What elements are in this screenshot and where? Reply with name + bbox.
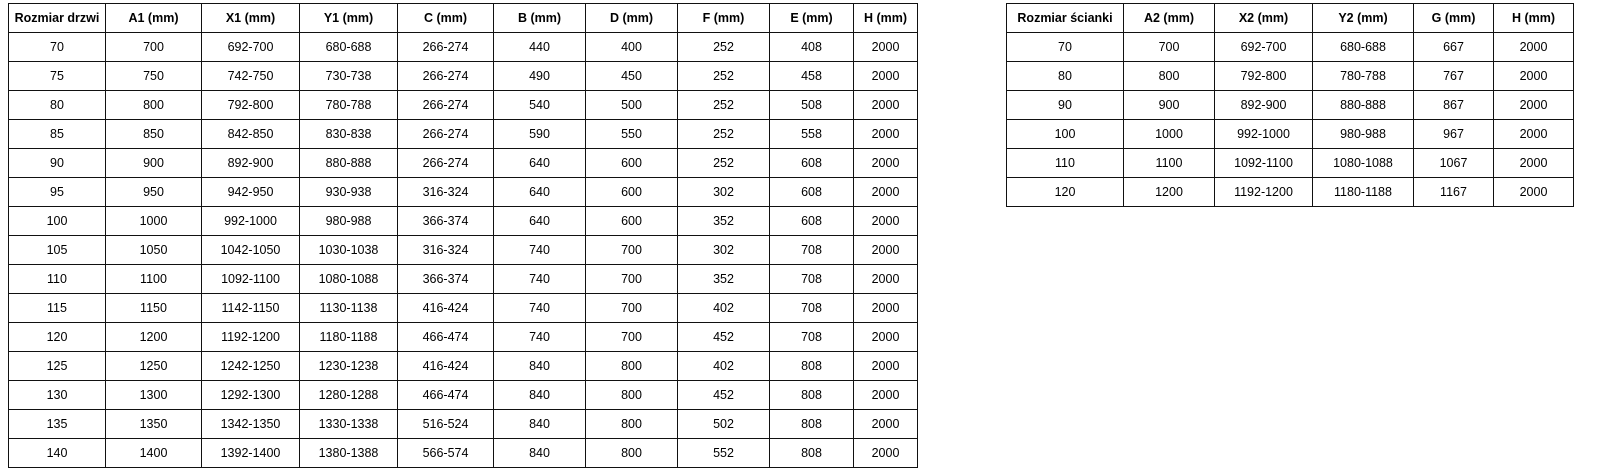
table-cell: 742-750 [202, 62, 300, 91]
table-row [9, 323, 918, 352]
table-cell: 90 [1007, 91, 1124, 120]
table-cell: 800 [586, 410, 678, 439]
table-cell: 708 [770, 323, 854, 352]
table-cell: 1200 [1124, 178, 1215, 207]
table-row [9, 381, 918, 410]
table-cell: 1242-1250 [202, 352, 300, 381]
table-cell: 552 [678, 439, 770, 468]
table-cell: 252 [678, 120, 770, 149]
table-cell: 892-900 [1215, 91, 1313, 120]
table-cell: 2000 [1494, 120, 1574, 149]
column-header: H (mm) [1494, 4, 1574, 33]
table-row [9, 178, 918, 207]
table-header-row [1007, 4, 1574, 33]
table-cell: 1067 [1414, 149, 1494, 178]
table-cell: 800 [106, 91, 202, 120]
table-cell: 900 [1124, 91, 1215, 120]
table-cell: 700 [106, 33, 202, 62]
table-cell: 1200 [106, 323, 202, 352]
table-row [1007, 178, 1574, 207]
table-cell: 980-988 [1313, 120, 1414, 149]
table-cell: 1330-1338 [300, 410, 398, 439]
table-cell: 2000 [854, 352, 918, 381]
doors-dimensions-table [8, 3, 918, 468]
table-cell: 408 [770, 33, 854, 62]
table-cell: 516-524 [398, 410, 494, 439]
table-cell: 85 [9, 120, 106, 149]
table-cell: 1192-1200 [1215, 178, 1313, 207]
table-cell: 140 [9, 439, 106, 468]
table-cell: 450 [586, 62, 678, 91]
column-header: E (mm) [770, 4, 854, 33]
table-cell: 2000 [854, 62, 918, 91]
table-cell: 2000 [854, 439, 918, 468]
table-cell: 842-850 [202, 120, 300, 149]
walls-dimensions-table [1006, 3, 1574, 207]
table-row [9, 149, 918, 178]
table-cell: 110 [1007, 149, 1124, 178]
table-cell: 800 [586, 381, 678, 410]
table-cell: 352 [678, 265, 770, 294]
table-cell: 316-324 [398, 236, 494, 265]
table-cell: 1180-1188 [300, 323, 398, 352]
table-row [9, 439, 918, 468]
column-header: X2 (mm) [1215, 4, 1313, 33]
table-cell: 1042-1050 [202, 236, 300, 265]
table-cell: 880-888 [300, 149, 398, 178]
table-cell: 266-274 [398, 120, 494, 149]
table-cell: 808 [770, 439, 854, 468]
table-cell: 1350 [106, 410, 202, 439]
table-cell: 800 [586, 352, 678, 381]
table-cell: 1250 [106, 352, 202, 381]
walls-table-body [1007, 33, 1574, 207]
table-cell: 2000 [854, 178, 918, 207]
table-cell: 70 [1007, 33, 1124, 62]
column-header: H (mm) [854, 4, 918, 33]
table-cell: 930-938 [300, 178, 398, 207]
table-cell: 540 [494, 91, 586, 120]
table-cell: 2000 [1494, 178, 1574, 207]
table-cell: 740 [494, 265, 586, 294]
table-cell: 302 [678, 236, 770, 265]
table-cell: 100 [9, 207, 106, 236]
table-cell: 508 [770, 91, 854, 120]
column-header: A2 (mm) [1124, 4, 1215, 33]
table-cell: 105 [9, 236, 106, 265]
table-cell: 402 [678, 352, 770, 381]
table-cell: 700 [586, 236, 678, 265]
table-cell: 2000 [854, 207, 918, 236]
doors-table-header [9, 4, 918, 33]
table-cell: 466-474 [398, 381, 494, 410]
table-cell: 490 [494, 62, 586, 91]
table-cell: 1230-1238 [300, 352, 398, 381]
table-cell: 352 [678, 207, 770, 236]
table-cell: 1192-1200 [202, 323, 300, 352]
table-cell: 780-788 [300, 91, 398, 120]
table-row [1007, 120, 1574, 149]
table-cell: 840 [494, 439, 586, 468]
table-cell: 840 [494, 352, 586, 381]
table-cell: 900 [106, 149, 202, 178]
table-cell: 266-274 [398, 62, 494, 91]
table-cell: 1342-1350 [202, 410, 300, 439]
table-cell: 1400 [106, 439, 202, 468]
table-cell: 880-888 [1313, 91, 1414, 120]
table-cell: 252 [678, 149, 770, 178]
table-cell: 1292-1300 [202, 381, 300, 410]
table-row [1007, 33, 1574, 62]
table-cell: 740 [494, 236, 586, 265]
table-cell: 792-800 [1215, 62, 1313, 91]
table-cell: 458 [770, 62, 854, 91]
table-cell: 2000 [854, 91, 918, 120]
table-cell: 750 [106, 62, 202, 91]
table-cell: 1180-1188 [1313, 178, 1414, 207]
table-cell: 2000 [854, 120, 918, 149]
table-cell: 740 [494, 294, 586, 323]
table-cell: 1142-1150 [202, 294, 300, 323]
walls-dimensions-table-container [1006, 3, 1574, 207]
table-cell: 980-988 [300, 207, 398, 236]
table-cell: 680-688 [1313, 33, 1414, 62]
table-cell: 1150 [106, 294, 202, 323]
table-cell: 640 [494, 178, 586, 207]
column-header: X1 (mm) [202, 4, 300, 33]
table-cell: 590 [494, 120, 586, 149]
table-row [9, 62, 918, 91]
table-cell: 2000 [1494, 149, 1574, 178]
table-cell: 600 [586, 149, 678, 178]
table-cell: 808 [770, 352, 854, 381]
table-cell: 1080-1088 [300, 265, 398, 294]
table-cell: 80 [1007, 62, 1124, 91]
table-cell: 558 [770, 120, 854, 149]
table-cell: 808 [770, 381, 854, 410]
table-cell: 366-374 [398, 265, 494, 294]
table-cell: 2000 [854, 149, 918, 178]
table-cell: 1030-1038 [300, 236, 398, 265]
column-header: Y1 (mm) [300, 4, 398, 33]
table-cell: 70 [9, 33, 106, 62]
table-cell: 2000 [854, 323, 918, 352]
table-cell: 808 [770, 410, 854, 439]
table-row [1007, 62, 1574, 91]
table-cell: 452 [678, 323, 770, 352]
table-cell: 416-424 [398, 294, 494, 323]
table-cell: 700 [586, 265, 678, 294]
table-cell: 708 [770, 294, 854, 323]
table-cell: 95 [9, 178, 106, 207]
table-cell: 1100 [1124, 149, 1215, 178]
table-cell: 692-700 [1215, 33, 1313, 62]
table-cell: 640 [494, 149, 586, 178]
table-row [9, 352, 918, 381]
table-cell: 1380-1388 [300, 439, 398, 468]
table-cell: 792-800 [202, 91, 300, 120]
table-cell: 992-1000 [1215, 120, 1313, 149]
table-cell: 667 [1414, 33, 1494, 62]
table-cell: 892-900 [202, 149, 300, 178]
column-header: Y2 (mm) [1313, 4, 1414, 33]
table-cell: 830-838 [300, 120, 398, 149]
table-cell: 130 [9, 381, 106, 410]
table-cell: 440 [494, 33, 586, 62]
table-cell: 2000 [854, 410, 918, 439]
table-cell: 1092-1100 [202, 265, 300, 294]
table-cell: 942-950 [202, 178, 300, 207]
table-cell: 800 [1124, 62, 1215, 91]
table-row [9, 410, 918, 439]
table-row [9, 265, 918, 294]
column-header: A1 (mm) [106, 4, 202, 33]
table-cell: 2000 [1494, 33, 1574, 62]
table-cell: 75 [9, 62, 106, 91]
table-cell: 1000 [106, 207, 202, 236]
table-cell: 566-574 [398, 439, 494, 468]
table-cell: 600 [586, 178, 678, 207]
table-cell: 80 [9, 91, 106, 120]
column-header: F (mm) [678, 4, 770, 33]
table-cell: 2000 [1494, 91, 1574, 120]
table-cell: 780-788 [1313, 62, 1414, 91]
table-cell: 120 [1007, 178, 1124, 207]
table-cell: 1280-1288 [300, 381, 398, 410]
column-header: Rozmiar ścianki [1007, 4, 1124, 33]
table-cell: 1092-1100 [1215, 149, 1313, 178]
table-cell: 266-274 [398, 33, 494, 62]
table-cell: 252 [678, 33, 770, 62]
table-cell: 708 [770, 265, 854, 294]
table-cell: 120 [9, 323, 106, 352]
table-cell: 316-324 [398, 178, 494, 207]
walls-table-header [1007, 4, 1574, 33]
table-cell: 90 [9, 149, 106, 178]
table-cell: 767 [1414, 62, 1494, 91]
table-cell: 740 [494, 323, 586, 352]
table-cell: 502 [678, 410, 770, 439]
table-cell: 2000 [854, 236, 918, 265]
table-cell: 1000 [1124, 120, 1215, 149]
table-cell: 692-700 [202, 33, 300, 62]
column-header: Rozmiar drzwi [9, 4, 106, 33]
table-row [9, 236, 918, 265]
table-cell: 608 [770, 149, 854, 178]
table-cell: 950 [106, 178, 202, 207]
table-cell: 452 [678, 381, 770, 410]
table-cell: 1130-1138 [300, 294, 398, 323]
table-cell: 402 [678, 294, 770, 323]
table-cell: 840 [494, 410, 586, 439]
table-cell: 466-474 [398, 323, 494, 352]
doors-table-body [9, 33, 918, 468]
table-cell: 700 [1124, 33, 1215, 62]
table-row [1007, 149, 1574, 178]
table-cell: 500 [586, 91, 678, 120]
table-cell: 1100 [106, 265, 202, 294]
table-cell: 2000 [854, 265, 918, 294]
table-cell: 2000 [854, 381, 918, 410]
table-cell: 992-1000 [202, 207, 300, 236]
table-cell: 800 [586, 439, 678, 468]
table-row [9, 33, 918, 62]
table-row [9, 207, 918, 236]
table-cell: 135 [9, 410, 106, 439]
doors-dimensions-table-container [8, 3, 918, 468]
table-cell: 608 [770, 178, 854, 207]
table-cell: 700 [586, 323, 678, 352]
table-cell: 1080-1088 [1313, 149, 1414, 178]
table-cell: 1392-1400 [202, 439, 300, 468]
table-cell: 550 [586, 120, 678, 149]
table-cell: 110 [9, 265, 106, 294]
table-row [9, 120, 918, 149]
table-cell: 416-424 [398, 352, 494, 381]
table-cell: 266-274 [398, 149, 494, 178]
table-cell: 2000 [854, 33, 918, 62]
table-cell: 266-274 [398, 91, 494, 120]
table-cell: 700 [586, 294, 678, 323]
table-cell: 1050 [106, 236, 202, 265]
table-cell: 115 [9, 294, 106, 323]
table-cell: 2000 [854, 294, 918, 323]
table-cell: 730-738 [300, 62, 398, 91]
table-header-row [9, 4, 918, 33]
table-cell: 2000 [1494, 62, 1574, 91]
table-cell: 608 [770, 207, 854, 236]
table-cell: 840 [494, 381, 586, 410]
table-cell: 1300 [106, 381, 202, 410]
table-cell: 867 [1414, 91, 1494, 120]
table-row [9, 91, 918, 120]
column-header: G (mm) [1414, 4, 1494, 33]
column-header: B (mm) [494, 4, 586, 33]
table-cell: 252 [678, 91, 770, 120]
table-cell: 366-374 [398, 207, 494, 236]
table-row [9, 294, 918, 323]
table-row [1007, 91, 1574, 120]
column-header: D (mm) [586, 4, 678, 33]
table-cell: 400 [586, 33, 678, 62]
table-cell: 850 [106, 120, 202, 149]
column-header: C (mm) [398, 4, 494, 33]
table-cell: 100 [1007, 120, 1124, 149]
table-cell: 252 [678, 62, 770, 91]
table-cell: 680-688 [300, 33, 398, 62]
table-cell: 125 [9, 352, 106, 381]
table-cell: 967 [1414, 120, 1494, 149]
table-cell: 302 [678, 178, 770, 207]
table-cell: 600 [586, 207, 678, 236]
table-cell: 640 [494, 207, 586, 236]
table-cell: 708 [770, 236, 854, 265]
table-cell: 1167 [1414, 178, 1494, 207]
